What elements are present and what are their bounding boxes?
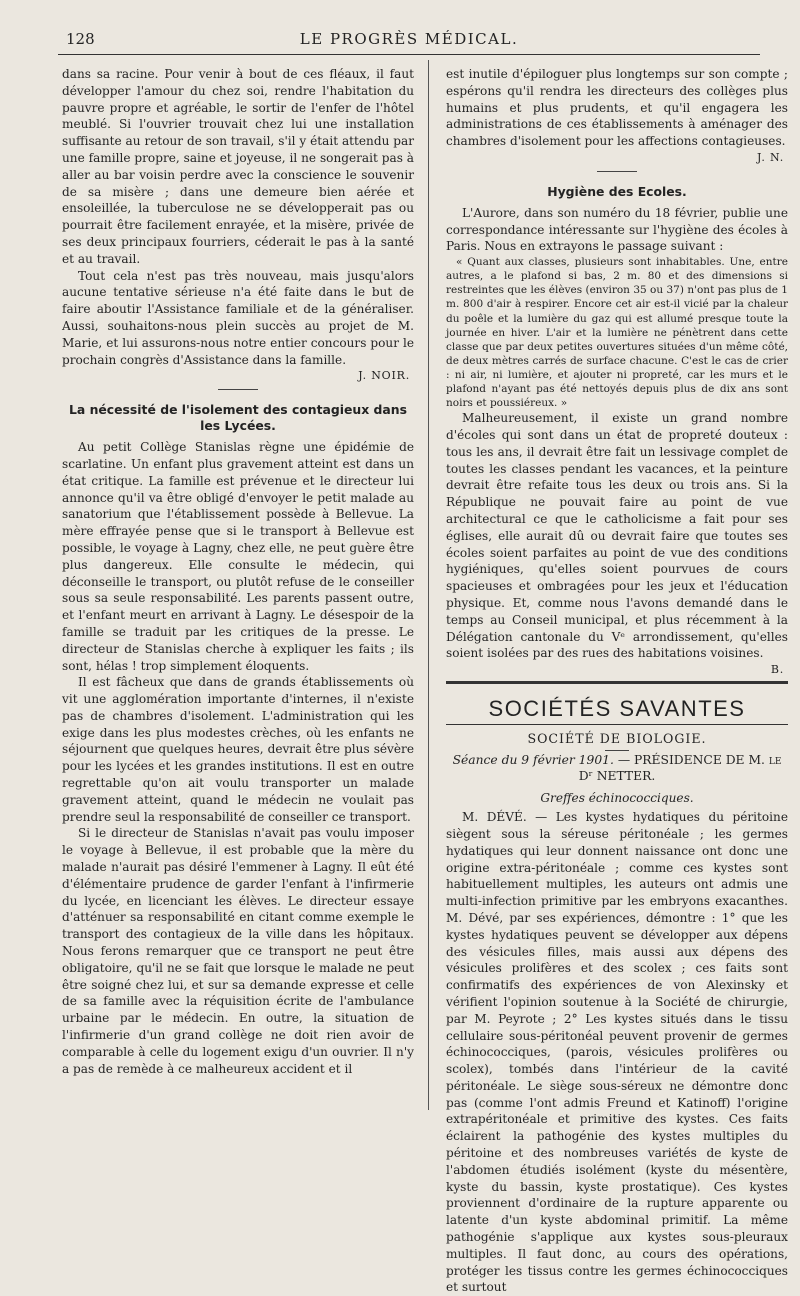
signature: J. NOIR. [358,369,410,383]
paragraph: Il est fâcheux que dans de grands établissements où vit une agglomération importante d'internes, il n'existe pas de chambres d'isolement. L'administration qui les exige dans les plus modestes crèches, où les enfants ne séjournent que quelques heures, devrait être plus sévère pour les lycées et les grandes institutions. Il est en outre regrettable qu'on ait voulu transporter un malade gravement atteint, quand le médecin ne voulait pas prendre seul la responsabilité de conseiller ce transport. [62,675,414,824]
signature: B. [770,663,784,677]
section-rule [446,724,788,725]
society-title: SOCIÉTÉ DE BIOLOGIE. [527,730,707,746]
page-number: 128 [66,30,95,48]
page-header [58,26,760,55]
quotation-block [446,255,788,410]
separator-rule [597,171,637,172]
paragraph [446,809,788,1296]
paragraph-text: — Les kystes hydatiques du péritoine siègent sous la séreuse péritonéale ; les germes hydatiques qui leur donnent naissance ont donc une origine extra-péritonéale ; comme ces kystes sont habituellement multiples, les auteurs ont admis une multi-infection primitive par les embryons exacanthes. M. Dévé, par ses expériences, démontre : 1° que les kystes hydatiques peuvent se développer aux dépens des vésicules filles, mais aussi aux dépens des vésicules prolifères et des scolex ; ces faits sont confirmatifs des expériences de von Alexinsky et vérifient l'opinion soutenue à la Société de chirurgie, par M. Peyrote ; 2° Les kystes situés dans le tissu cellulaire sous-péritonéal peuvent provenir de germes échinococciques, (parois, vésicules prolifères ou scolex), tombés dans l'intérieur de la cavité péritonéale. Le siège sous-séreux ne démontre donc pas (comme l'ont admis Freund et Katinoff) l'origine extrapéritonéale et primitive des kystes. Ces faits éclairent la pathogénie des kystes multiples du péritoine et des nombreuses variétés de kyste de l'abdomen étudiés isolément (kyste du mésentère, kyste du bassin, kyste prostatique). Ces kystes proviennent d'ordinaire de la rupture apparente ou latente d'un kyste abdominal primitif. La même pathogénie s'applique aux kystes sous-pleuraux multiples. Il faut donc, au cours des opérations, protéger les tissus contre les germes échinococciques et surtout [446,810,788,1295]
paragraph: Au petit Collège Stanislas règne une épidémie de scarlatine. Un enfant plus gravement atteint est dans un état critique. La famille est prévenue et le directeur lui annonce qu'il va être obligé d'envoyer le petit malade au sanatorium que l'établissement possède à Bellevue. La mère effrayée pense que si le transport à Bellevue est possible, le voyage à Lagny, chez elle, ne peut guère être plus dangereux. Elle consulte le médecin, qui déconseille le transport, ou plutôt refuse de le conseiller sous sa seule responsabilité. Les parents passent outre, et l'enfant meurt en arrivant à Lagny. Le désespoir de la famille se traduit par les critiques de la presse. Le directeur de Stanislas cherche à expliquer les faits ; ils sont, hélas ! trop simplement éloquents. [62,440,414,673]
article-title: La nécessité de l'isolement des contagieux dans les Lycées. [69,402,407,434]
right-column [446,66,788,1295]
paragraph: dans sa racine. Pour venir à bout de ces fléaux, il faut développer l'amour du chez soi, rendre l'habitation du pauvre propre et agréable, le sortir de l'enfer de l'hôtel meublé. Si l'ouvrier trouvait chez lui une installation suffisante au retour de son travail, s'il y était attendu par une famille propre, saine et joyeuse, il ne songerait pas à aller au bar voisin perdre avec la conscience le souvenir de sa misère ; dans une demeure bien aérée et ensoleillée, la tuberculose ne se développerait pas ou pourrait être facilement enrayée, et la misère, privée de ses deux principaux fourriers, céderait le pas à la santé et au travail. [62,67,414,266]
column-divider [428,60,429,1110]
signature: J. N. [757,150,784,164]
separator-rule [605,750,629,751]
paragraph: Malheureusement, il existe un grand nombre d'écoles qui sont dans un état de propreté douteux : tous les ans, il devrait être fait un lessivage complet de toutes les classes pendant les vacances, et la peinture devrait être refaite tous les deux ou trois ans. Si la République ne pouvait faire au point de vue architectural ce que le catholicisme a fait pour ses églises, elle aurait dû ou devrait faire que toutes ses écoles soient parfaites au point de vue des conditions hygiéniques, qu'elles soient pourvues de cours spacieuses et ombragées pour les jeux et l'éducation physique. Et, comme nous l'avons demandé dans le temps au Conseil municipal, et plus récemment à la Délégation cantonale du Vᵉ arrondissement, qu'elles soient isolées par des rues des habitations voisines. [446,411,788,661]
paragraph: L'Aurore, dans son numéro du 18 février, publie une correspondance intéressante sur l'hygiène des écoles à Paris. Nous en extrayons le passage suivant : [446,205,788,254]
left-column [62,66,414,1106]
paragraph: est inutile d'épiloguer plus longtemps sur son compte ; espérons qu'il rendra les directeurs des collèges plus humains et plus prudents, et qu'il engagera les administrations de ces établissements à aménager des chambres d'isolement pour les affections contagieuses. [446,67,788,149]
session-line [446,753,788,785]
subheading: Greffes échinococciques. [540,791,694,806]
section-rule [446,681,788,684]
paragraph: Tout cela n'est pas très nouveau, mais jusqu'alors aucune tentative sérieuse n'a été faite dans le but de faire aboutir l'Assistance familiale et de la généraliser. Aussi, souhaitons-nous plein succès au projet de M. Marie, et lui assurons-nous notre entier concours pour le prochain congrès d'Assistance dans la famille. [62,268,414,367]
separator-rule [218,389,258,390]
session-presidency: — PRÉSIDENCE DE M. le Dʳ NETTER. [578,752,782,783]
journal-title: LE PROGRÈS MÉDICAL. [299,30,519,48]
section-heading: SOCIÉTÉS SAVANTES [488,695,746,721]
quotation: « Quant aux classes, plusieurs sont inhabitables. Une, entre autres, a le plafond si bas, 2 m. 80 et des dimensions si restreintes que les élèves (environ 35 ou 37) n'ont pas plus de 1 m. 800 d'air à respirer. Encore cet air est-il vicié par la chaleur du poêle et la lumière du gaz qui est allumé presque toute la journée en hiver. L'air et la lumière ne pénètrent dans cette classe que par deux petites ouvertures situées d'un même côté, de deux mètres carrés de surface chacune. C'est le cas de crier : ni air, ni lumière, et ajouter ni propreté, car les murs et le plafond n'ayant pas été nettoyés depuis plus de dix ans sont noirs et poussiéreux. » [446,256,788,410]
paragraph: Si le directeur de Stanislas n'avait pas voulu imposer le voyage à Bellevue, il est probable que la mère du malade n'aurait pas désiré l'emmener à Lagny. Il eût été d'élémentaire prudence de garder l'enfant à l'infirmerie du lycée, en licenciant les élèves. Le directeur essaye d'atténuer sa responsabilité en citant comme exemple le transport des contagieux de la ville dans les hôpitaux. Nous ferons remarquer que ce transport ne peut être obligatoire, qu'il ne se fait que lorsque le malade ne peut être soigné chez lui, et sur sa demande expresse et celle de sa famille avec la réquisition écrite de l'ambulance urbaine par le médecin. En outre, la situation de l'infirmerie d'un grand collège ne doit rien avoir de comparable à celle du logement exigu d'un ouvrier. Il n'y a pas de remède à ce malheureux accident et il [62,826,414,1076]
article-title: Hygiène des Ecoles. [547,183,687,199]
session-date: Séance du 9 février 1901. [452,752,614,767]
speaker-name: M. DÉVÉ. [462,810,527,825]
